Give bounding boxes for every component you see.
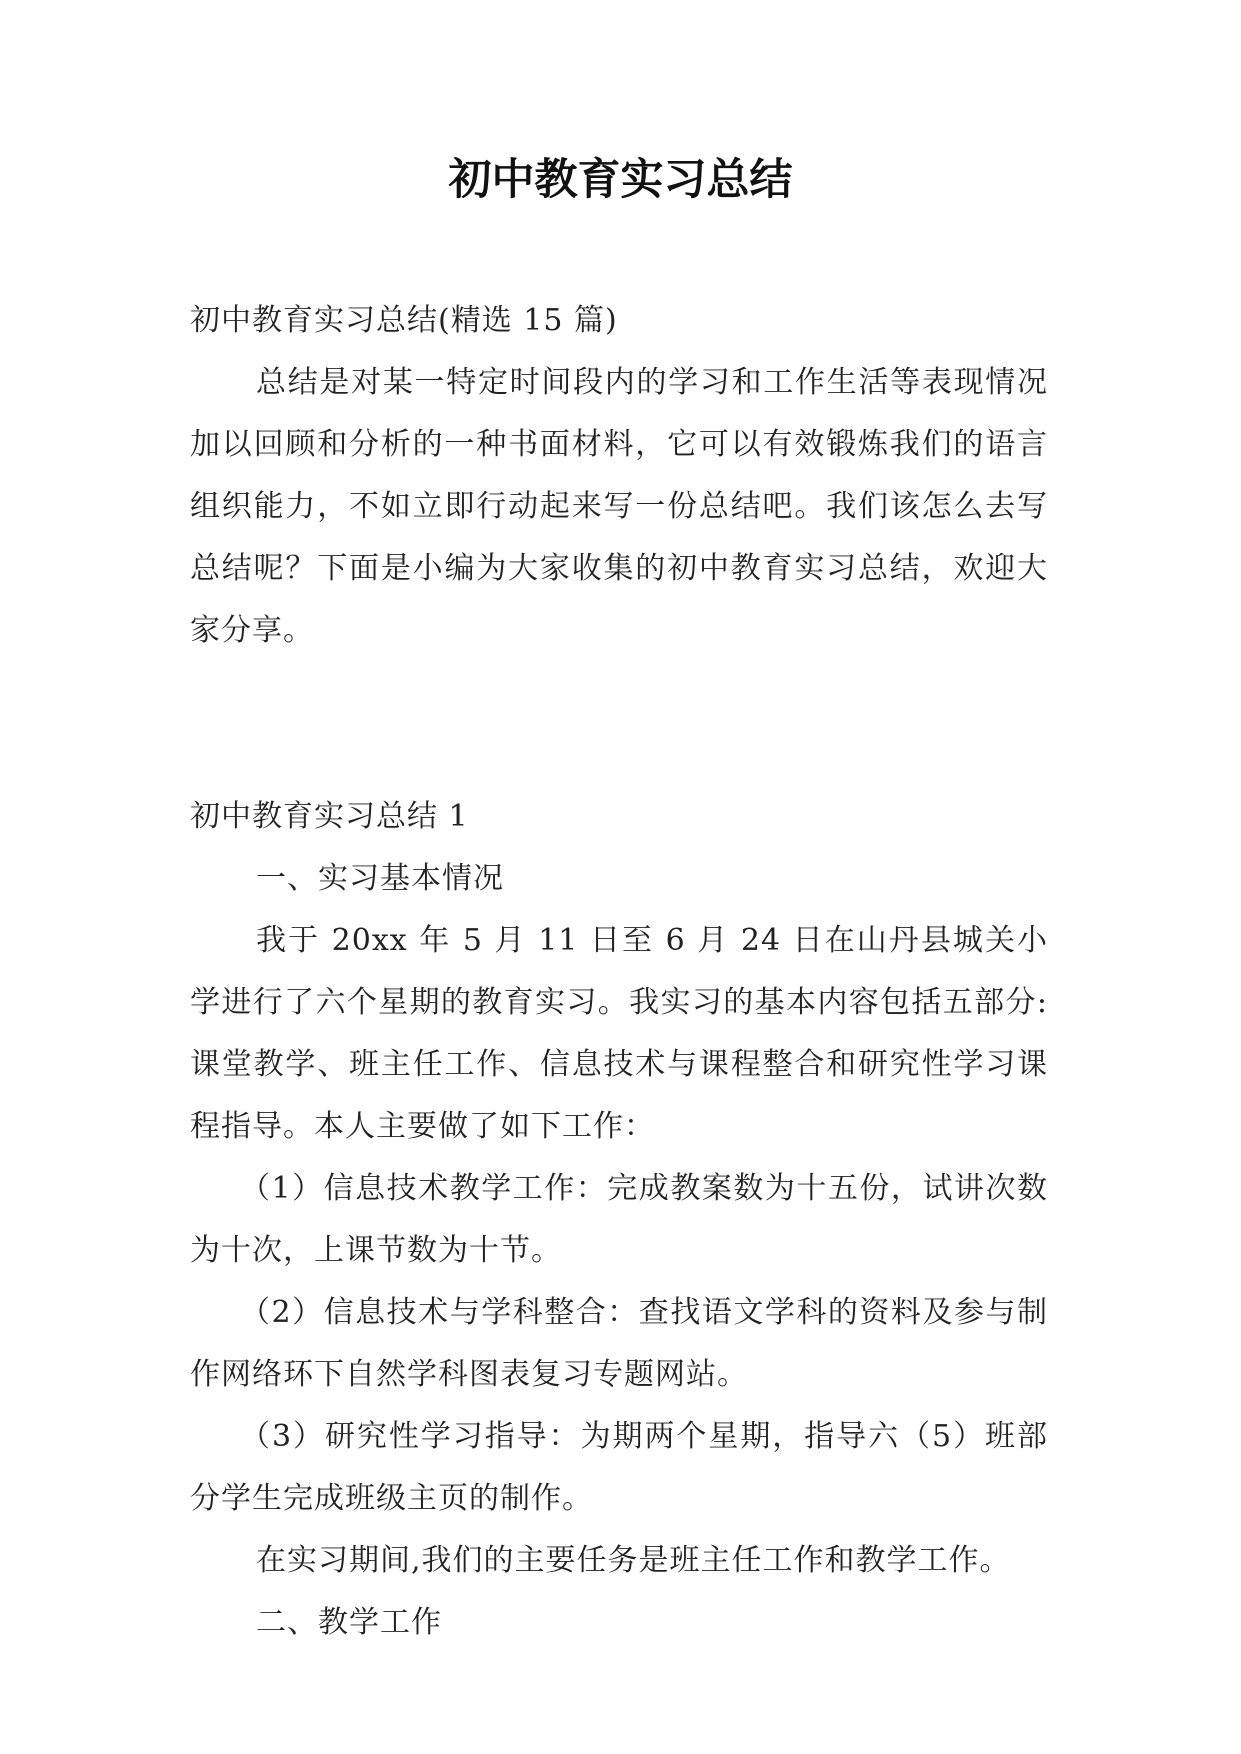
section-heading-1: 一、实习基本情况: [256, 861, 504, 896]
intro-paragraph: 总结是对某一特定时间段内的学习和工作生活等表现情况加以回顾和分析的一种书面材料，它可以有效锻炼我们的语言组织能力，不如立即行动起来写一份总结吧。我们该怎么去写总结呢？下面是小编为大家收集的初中教育实习总结，欢迎大家分享。: [190, 365, 1048, 648]
list-item-1: （1）信息技术教学工作：完成教案数为十五份，试讲次数为十次，上课节数为十节。: [190, 1171, 1048, 1268]
basic-info-paragraph: 我于 20xx 年 5 月 11 日至 6 月 24 日在山丹县城关小学进行了六个星期的教育实习。我实习的基本内容包括五部分:课堂教学、班主任工作、信息技术与课程整合和研究性学习课程指导。本人主要做了如下工作：: [190, 923, 1048, 1144]
document-title: 初中教育实习总结: [448, 155, 793, 205]
main-task-paragraph: 在实习期间,我们的主要任务是班主任工作和教学工作。: [256, 1543, 1011, 1578]
document-subtitle: 初中教育实习总结(精选 15 篇): [190, 303, 618, 338]
document-body: [190, 290, 1048, 1654]
section-heading-2: 二、教学工作: [256, 1605, 442, 1640]
list-item-2: （2）信息技术与学科整合：查找语文学科的资料及参与制作网络环下自然学科图表复习专题网站。: [190, 1295, 1048, 1392]
list-item-3: （3）研究性学习指导：为期两个星期，指导六（5）班部分学生完成班级主页的制作。: [190, 1419, 1048, 1516]
section-title: 初中教育实习总结 1: [190, 799, 469, 834]
section-spacer: [190, 662, 1048, 786]
